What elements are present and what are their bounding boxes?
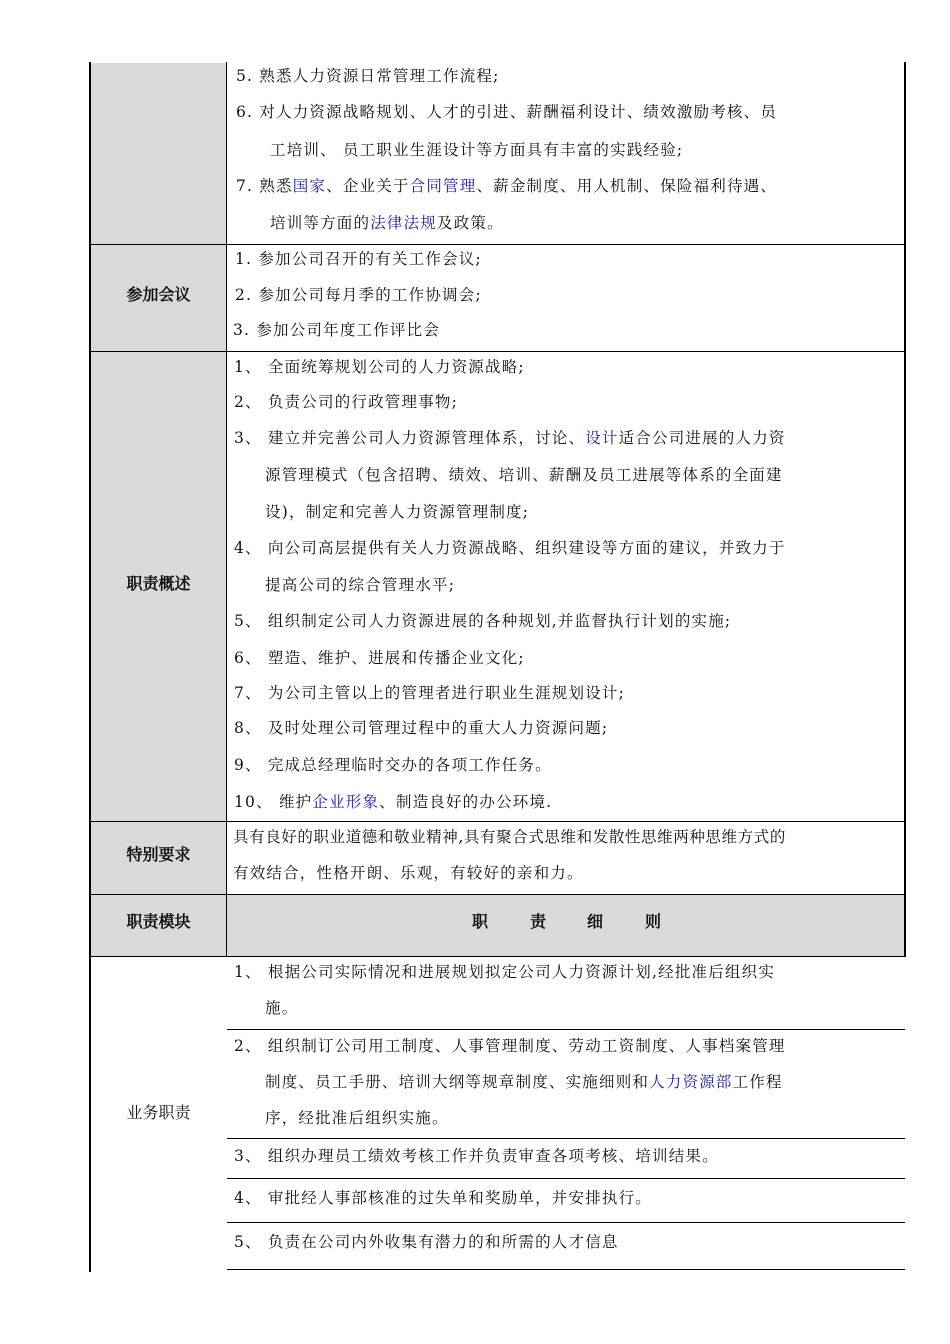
item-border [227, 1178, 905, 1179]
meeting-item: 1. 参加公司召开的有关工作会议; [235, 250, 482, 268]
duty-item-line [234, 718, 608, 738]
duty-item-line [265, 502, 529, 522]
duty-item-line [265, 575, 455, 595]
business-item-line [234, 1232, 619, 1252]
row-border [90, 821, 905, 822]
row-border [90, 351, 905, 352]
business-item-line [265, 1108, 449, 1128]
text-segment: 4、 审批经人事部核准的过失单和奖励单，并安排执行。 [234, 1189, 652, 1207]
text-segment: 6. 对人力资源战略规划、人才的引进、薪酬福利设计、绩效激励考核、员 [236, 103, 778, 121]
text-segment: 4、 向公司高层提供有关人力资源战略、组织建设等方面的建议，并致力于 [234, 539, 786, 557]
text-segment: 及政策。 [437, 214, 504, 232]
item-border [227, 1138, 905, 1139]
text-segment: 序，经批准后组织实施。 [265, 1109, 449, 1127]
table-right-border [904, 62, 906, 957]
special-line: 有效结合，性格开朗、乐观，有较好的亲和力。 [233, 864, 584, 882]
text-segment: 6、 塑造、维护、进展和传播企业文化; [234, 649, 525, 667]
duty-item-line [234, 611, 731, 631]
text-segment: 、制造良好的办公环境. [379, 793, 553, 811]
business-item-line [265, 998, 298, 1018]
text-segment: 5、 负责在公司内外收集有潜力的和所需的人才信息 [234, 1233, 619, 1251]
text-segment: 7、 为公司主管以上的管理者进行职业生涯规划设计; [234, 684, 626, 702]
meeting-item: 3. 参加公司年度工作评比会 [233, 321, 441, 339]
business-item-line [234, 962, 775, 982]
duty-item-line [234, 683, 625, 703]
qualification-item-line [236, 66, 500, 86]
business-item-line [265, 1072, 783, 1092]
meeting-item: 2. 参加公司每月季的工作协调会; [235, 286, 482, 304]
item-border [227, 1269, 905, 1270]
business-item-line [234, 1146, 719, 1166]
link-text[interactable]: 设计 [585, 429, 619, 447]
qualification-item-line [236, 102, 777, 122]
text-segment: 10、 维护 [234, 793, 313, 811]
text-segment: 3、 建立并完善公司人力资源管理体系，讨论、 [234, 429, 586, 447]
text-segment: 2、 组织制订公司用工制度、人事管理制度、劳动工资制度、人事档案管理 [234, 1037, 786, 1055]
text-segment: 3、 组织办理员工绩效考核工作并负责审查各项考核、培训结果。 [234, 1147, 719, 1165]
text-segment: 适合公司进展的人力资 [618, 429, 786, 447]
duty-item-line [234, 392, 458, 412]
text-segment: 设)，制定和完善人力资源管理制度; [265, 503, 530, 521]
header-char: 责 [530, 912, 547, 931]
link-text[interactable]: 法律法规 [370, 214, 438, 232]
text-segment: 5. 熟悉人力资源日常管理工作流程; [236, 67, 500, 85]
duty-item-line [234, 538, 786, 558]
special-line: 具有良好的职业道德和敬业精神,具有聚合式思维和发散性思维两种思维方式的 [233, 828, 786, 846]
duty-item-line [234, 428, 786, 448]
text-segment: 8、 及时处理公司管理过程中的重大人力资源问题; [234, 719, 609, 737]
text-segment: 7. 熟悉 [236, 177, 293, 195]
text-segment: 制度、员工手册、培训大纲等规章制度、实施细则和 [265, 1073, 650, 1091]
text-segment: 、企业关于 [326, 177, 410, 195]
duty-item-line [234, 792, 552, 812]
text-segment: 2、 负责公司的行政管理事物; [234, 393, 459, 411]
column-divider [226, 62, 227, 957]
business-item-line [234, 1188, 652, 1208]
item-border [227, 1029, 905, 1030]
meetings-label: 参加会议 [126, 285, 191, 304]
duty-item-line [234, 357, 525, 377]
row-border [90, 244, 905, 245]
special-label: 特别要求 [126, 845, 191, 864]
business-item-line [234, 1036, 786, 1056]
row-border [90, 894, 905, 895]
text-segment: 工作程 [732, 1073, 783, 1091]
qualification-item-line [236, 176, 777, 196]
text-segment: 5、 组织制定公司人力资源进展的各种规划,并监督执行计划的实施; [234, 612, 732, 630]
text-segment: 、薪金制度、用人机制、保险福利待遇、 [476, 177, 778, 195]
text-segment: 施。 [265, 999, 299, 1017]
text-segment: 源管理模式（包含招聘、绩效、培训、薪酬及员工进展等体系的全面建 [265, 466, 783, 484]
text-segment: 工培训、 员工职业生涯设计等方面具有丰富的实践经验; [270, 141, 684, 159]
link-text[interactable]: 企业形象 [312, 793, 380, 811]
text-segment: 培训等方面的 [270, 214, 371, 232]
text-segment: 9、 完成总经理临时交办的各项工作任务。 [234, 756, 552, 774]
business-label: 业务职责 [126, 1103, 191, 1122]
duties-label: 职责概述 [126, 574, 191, 593]
module-header-label: 职责模块 [126, 912, 191, 931]
text-segment: 1、 全面统筹规划公司的人力资源战略; [234, 358, 525, 376]
duty-item-line [234, 755, 552, 775]
header-char: 则 [645, 912, 662, 931]
text-segment: 提高公司的综合管理水平; [265, 576, 456, 594]
link-text[interactable]: 国家 [292, 177, 327, 195]
qualification-item-line [270, 140, 683, 160]
duty-item-line [234, 648, 525, 668]
item-border [227, 1222, 905, 1223]
header-char: 职 [472, 912, 489, 931]
label-shade-top [91, 63, 227, 894]
link-text[interactable]: 人力资源部 [649, 1073, 733, 1091]
row-border [90, 956, 905, 957]
text-segment: 1、 根据公司实际情况和进展规划拟定公司人力资源计划,经批准后组织实 [234, 963, 776, 981]
header-char: 细 [587, 912, 604, 931]
duty-item-line [265, 465, 783, 485]
link-text[interactable]: 合同管理 [409, 177, 477, 195]
qualification-item-line [270, 213, 504, 233]
